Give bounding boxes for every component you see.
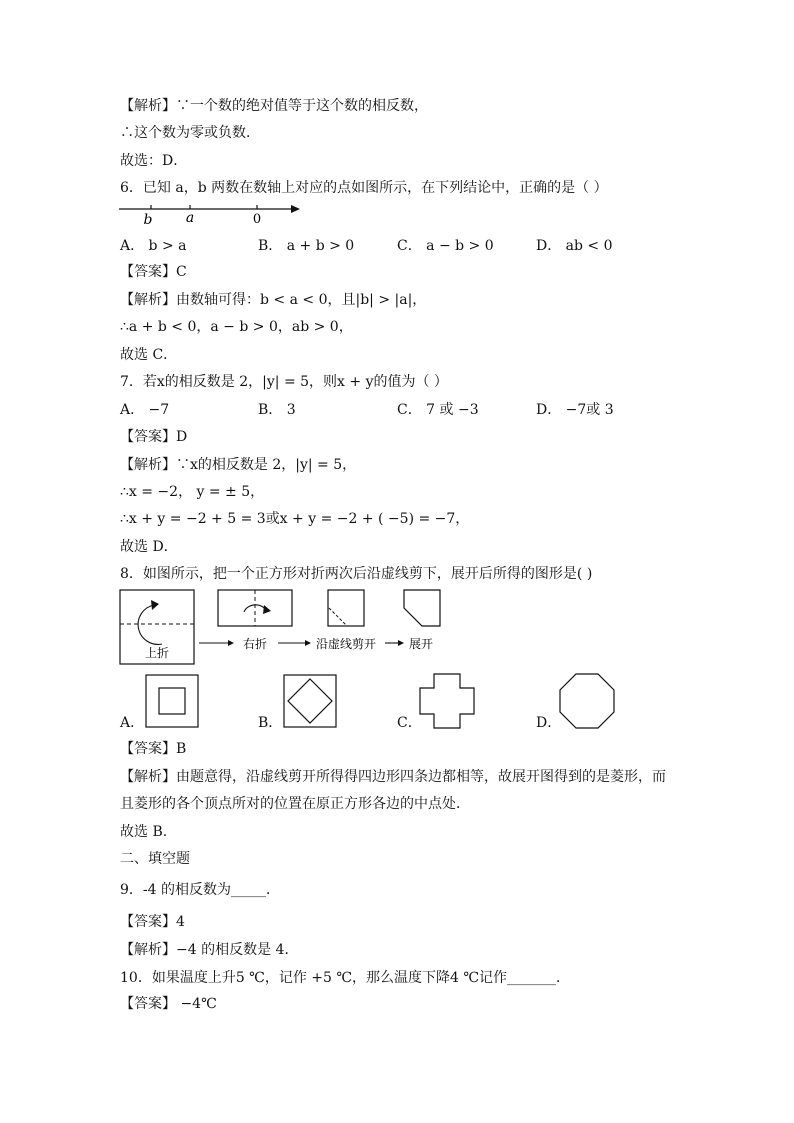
selection-q5: 故选：D． <box>120 153 188 169</box>
step-fold-up-label: 上折 <box>144 646 170 660</box>
selection-q8: 故选 B. <box>120 824 168 840</box>
analysis-q7-step2: ∴x + y = −2 + 5 = 3或x + y = −2 + ( −5) = −7， <box>120 511 470 527</box>
q8-option-a-square-hole <box>144 673 200 729</box>
q8-option-b-rhombus-hole <box>282 673 338 729</box>
q7-option-b: B． 3 <box>258 402 296 418</box>
q7-option-a: A． −7 <box>120 402 170 418</box>
selection-q7: 故选 D． <box>120 539 178 555</box>
analysis-q5: 【解析】∵一个数的绝对值等于这个数的相反数， <box>120 98 428 114</box>
question-9: 9．-4 的相反数为_____． <box>120 882 280 898</box>
analysis-q8: 【解析】由题意得，沿虚线剪开所得得四边形四条边都相等，故展开图得到的是菱形，而 <box>120 769 666 785</box>
q7-option-d: D． −7或 3 <box>536 402 614 418</box>
q8-option-c-cross <box>418 672 476 730</box>
selection-q6: 故选 C． <box>120 347 178 363</box>
q8-option-c-label: C． <box>397 715 422 731</box>
q6-option-c: C． a − b > 0 <box>397 238 494 254</box>
folding-process-figure <box>116 586 446 666</box>
point-a-label: a <box>185 210 195 226</box>
question-10: 10．如果温度上升5 ℃，记作 +5 ℃，那么温度下降4 ℃记作_______． <box>120 970 571 986</box>
answer-q9: 【答案】4 <box>120 914 185 930</box>
answer-q7: 【答案】D <box>120 429 188 445</box>
step-unfold-label: 展开 <box>408 637 434 651</box>
q6-option-a: A． b > a <box>120 238 187 254</box>
answer-q8: 【答案】B <box>120 741 187 757</box>
analysis-q7-step1: ∴x = −2， y = ± 5， <box>120 484 265 500</box>
origin-label: 0 <box>252 212 262 226</box>
answer-q10: 【答案】 −4℃ <box>120 996 217 1012</box>
q6-option-d: D． ab < 0 <box>536 238 613 254</box>
q8-option-b-label: B． <box>258 715 283 731</box>
analysis-q9: 【解析】−4 的相反数是 4． <box>120 942 299 958</box>
question-6: 6．已知 a，b 两数在数轴上对应的点如图所示，在下列结论中，正确的是（ ） <box>120 180 608 196</box>
question-7: 7．若x的相反数是 2，|y| = 5，则x + y的值为（ ） <box>120 374 448 390</box>
q8-option-a-label: A． <box>120 715 145 731</box>
analysis-q5-conclusion: ∴这个数为零或负数． <box>120 125 260 141</box>
point-b-label: b <box>143 212 153 226</box>
analysis-q8-continued: 且菱形的各个顶点所对的位置在原正方形各边的中点处． <box>120 796 470 812</box>
answer-q6: 【答案】C <box>120 264 187 280</box>
q8-option-d-octagon <box>558 672 616 730</box>
step-fold-right-label: 右折 <box>242 637 268 651</box>
number-line-figure <box>115 198 305 226</box>
analysis-q6-conclusion: ∴a + b < 0，a − b > 0，ab > 0， <box>120 319 353 335</box>
analysis-q7: 【解析】∵x的相反数是 2，|y| = 5， <box>120 457 357 473</box>
q8-option-d-label: D． <box>536 715 562 731</box>
analysis-q6: 【解析】由数轴可得：b < a < 0，且|b| > |a|， <box>120 292 427 308</box>
question-8: 8．如图所示，把一个正方形对折两次后沿虚线剪下，展开后所得的图形是( ) <box>120 566 593 582</box>
section-heading-fill-in: 二、填空题 <box>120 851 190 867</box>
q6-option-b: B． a + b > 0 <box>258 238 355 254</box>
step-cut-label: 沿虚线剪开 <box>315 637 377 651</box>
q7-option-c: C． 7 或 −3 <box>397 402 479 418</box>
